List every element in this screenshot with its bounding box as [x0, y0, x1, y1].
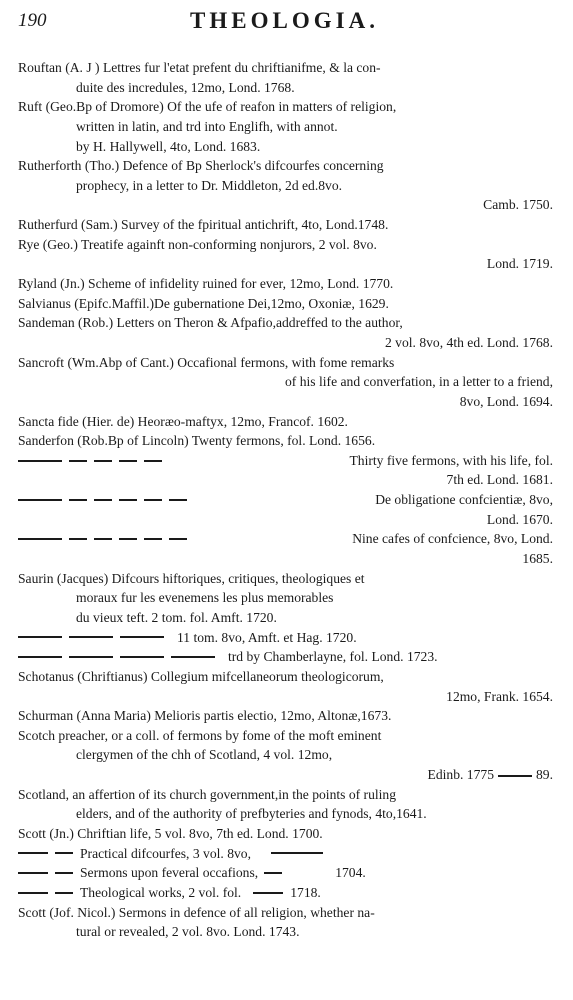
- entry-line: Lond. 1670.: [486, 511, 553, 527]
- entry-text: De obligatione confcientiæ, 8vo,: [375, 492, 553, 508]
- ditto-entry-line: [18, 883, 553, 903]
- ditto-entry-line: [18, 628, 553, 648]
- entry-line: Sanderfon (Rob.Bp of Lincoln) Twenty fermons, fol. Lond. 1656.: [18, 433, 376, 449]
- ditto-dash: [18, 892, 48, 894]
- entry-line: Scotch preacher, or a coll. of fermons by fome of the moft eminent: [18, 727, 382, 743]
- entry-line: Scott (Jn.) Chriftian life, 5 vol. 8vo, 7th ed. Lond. 1700.: [18, 825, 323, 841]
- entry-line: Rouftan (A. J ) Lettres fur l'etat prefent du chriftianifme, & la con-: [18, 60, 381, 75]
- ditto-entry-line: [18, 490, 553, 510]
- ditto-dash: [120, 636, 164, 638]
- entry-text: 1718.: [290, 884, 321, 900]
- entry-line: moraux fur les evenemens les plus memorables: [76, 590, 334, 606]
- entry-line: Salvianus (Epifc.Maffil.)De gubernatione Dei,12mo, Oxoniæ, 1629.: [18, 295, 389, 311]
- entry-line: Sancroft (Wm.Abp of Cant.) Occafional fermons, with fome remarks: [18, 354, 395, 370]
- ditto-dash: [119, 460, 137, 462]
- entry-line: Saurin (Jacques) Difcours hiftoriques, critiques, theologiques et: [18, 570, 365, 586]
- ditto-dash: [119, 499, 137, 501]
- entry-line: 7th ed. Lond. 1681.: [446, 472, 553, 488]
- ditto-dash: [18, 499, 62, 501]
- ditto-dash: [18, 872, 48, 874]
- entry-line: Lond. 1719.: [486, 256, 553, 272]
- ditto-entry-line: [18, 647, 553, 667]
- entry-line: elders, and of the authority of prefbyteries and fynods, 4to,1641.: [76, 806, 427, 822]
- ditto-entry-line: [18, 844, 553, 864]
- range-dash: [498, 775, 532, 777]
- entry-text: trd by Chamberlayne, fol. Lond. 1723.: [228, 649, 438, 665]
- entry-line: [18, 765, 553, 785]
- ditto-dash: [119, 538, 137, 540]
- entry-text: Sermons upon feveral occafions,: [80, 865, 259, 881]
- entry-text: 11 tom. 8vo, Amft. et Hag. 1720.: [177, 629, 357, 645]
- ditto-dash: [169, 499, 187, 501]
- entry-line: Rutherforth (Tho.) Defence of Bp Sherlock's difcourfes concerning: [18, 158, 384, 174]
- entry-text: Edinb. 1775: [427, 767, 494, 783]
- ditto-dash: [55, 852, 73, 854]
- ditto-dash: [18, 852, 48, 854]
- ditto-dash: [69, 460, 87, 462]
- entry-text: 89.: [536, 767, 553, 783]
- entry-line: 1685.: [522, 551, 553, 567]
- catalogue-entries: [18, 58, 553, 942]
- ditto-dash: [144, 499, 162, 501]
- entry-line: of his life and converfation, in a letter to a friend,: [285, 374, 553, 390]
- ditto-dash: [69, 538, 87, 540]
- ditto-dash: [171, 656, 215, 658]
- ditto-dash: [253, 892, 283, 894]
- ditto-dash: [18, 656, 62, 658]
- entry-line: Schotanus (Chriftianus) Collegium mifcellaneorum theologicorum,: [18, 668, 384, 684]
- entry-line: Schurman (Anna Maria) Melioris partis electio, 12mo, Altonæ,1673.: [18, 708, 392, 724]
- entry-line: du vieux teft. 2 tom. fol. Amft. 1720.: [76, 609, 277, 625]
- entry-line: 12mo, Frank. 1654.: [446, 688, 553, 704]
- entry-line: Rutherfurd (Sam.) Survey of the fpiritual antichrift, 4to, Lond.1748.: [18, 217, 389, 233]
- entry-line: 2 vol. 8vo, 4th ed. Lond. 1768.: [384, 334, 553, 350]
- ditto-dash: [55, 892, 73, 894]
- ditto-entry-line: [18, 529, 553, 549]
- ditto-dash: [18, 636, 62, 638]
- entry-line: Rye (Geo.) Treatife againft non-conforming nonjurors, 2 vol. 8vo.: [18, 236, 377, 252]
- entry-line: Ryland (Jn.) Scheme of infidelity ruined for ever, 12mo, Lond. 1770.: [18, 276, 394, 292]
- ditto-dash: [264, 872, 282, 874]
- ditto-dash: [169, 538, 187, 540]
- ditto-dash: [271, 852, 323, 854]
- entry-text: Thirty five fermons, with his life, fol.: [349, 452, 553, 468]
- entry-text: Theological works, 2 vol. fol.: [80, 884, 242, 900]
- ditto-entry-line: [18, 451, 553, 471]
- entry-line: 8vo, Lond. 1694.: [459, 393, 553, 409]
- running-title: THEOLOGIA.: [190, 8, 379, 33]
- ditto-dash: [144, 538, 162, 540]
- ditto-dash: [55, 872, 73, 874]
- page-number: 190: [18, 10, 47, 31]
- entry-line: duite des incredules, 12mo, Lond. 1768.: [76, 79, 295, 95]
- entry-line: tural or revealed, 2 vol. 8vo. Lond. 1743.: [76, 924, 300, 940]
- ditto-entry-line: [18, 863, 553, 883]
- ditto-dash: [94, 538, 112, 540]
- ditto-dash: [69, 499, 87, 501]
- entry-text: Practical difcourfes, 3 vol. 8vo,: [80, 845, 252, 861]
- ditto-dash: [69, 636, 113, 638]
- entry-line: Sandeman (Rob.) Letters on Theron & Afpafio,addreffed to the author,: [18, 315, 403, 331]
- ditto-dash: [18, 538, 62, 540]
- ditto-dash: [144, 460, 162, 462]
- ditto-dash: [69, 656, 113, 658]
- entry-text: Nine cafes of confcience, 8vo, Lond.: [352, 531, 553, 547]
- entry-line: prophecy, in a letter to Dr. Middleton, 2d ed.8vo.: [76, 177, 343, 193]
- entry-line: Scotland, an affertion of its church government,in the points of ruling: [18, 786, 397, 802]
- entry-line: Camb. 1750.: [483, 197, 553, 213]
- page-header: [18, 8, 551, 42]
- ditto-dash: [18, 460, 62, 462]
- entry-text: 1704.: [335, 865, 366, 881]
- entry-line: Ruft (Geo.Bp of Dromore) Of the ufe of reafon in matters of religion,: [18, 99, 397, 115]
- entry-line: clergymen of the chh of Scotland, 4 vol. 12mo,: [76, 747, 333, 763]
- ditto-dash: [94, 460, 112, 462]
- ditto-dash: [94, 499, 112, 501]
- entry-line: by H. Hallywell, 4to, Lond. 1683.: [76, 138, 261, 154]
- entry-line: Sancta fide (Hier. de) Heoræo-maftyx, 12mo, Francof. 1602.: [18, 413, 348, 429]
- ditto-dash: [120, 656, 164, 658]
- entry-line: Scott (Jof. Nicol.) Sermons in defence of all religion, whether na-: [18, 904, 375, 920]
- entry-line: written in latin, and trd into Englifh, with annot.: [76, 118, 338, 134]
